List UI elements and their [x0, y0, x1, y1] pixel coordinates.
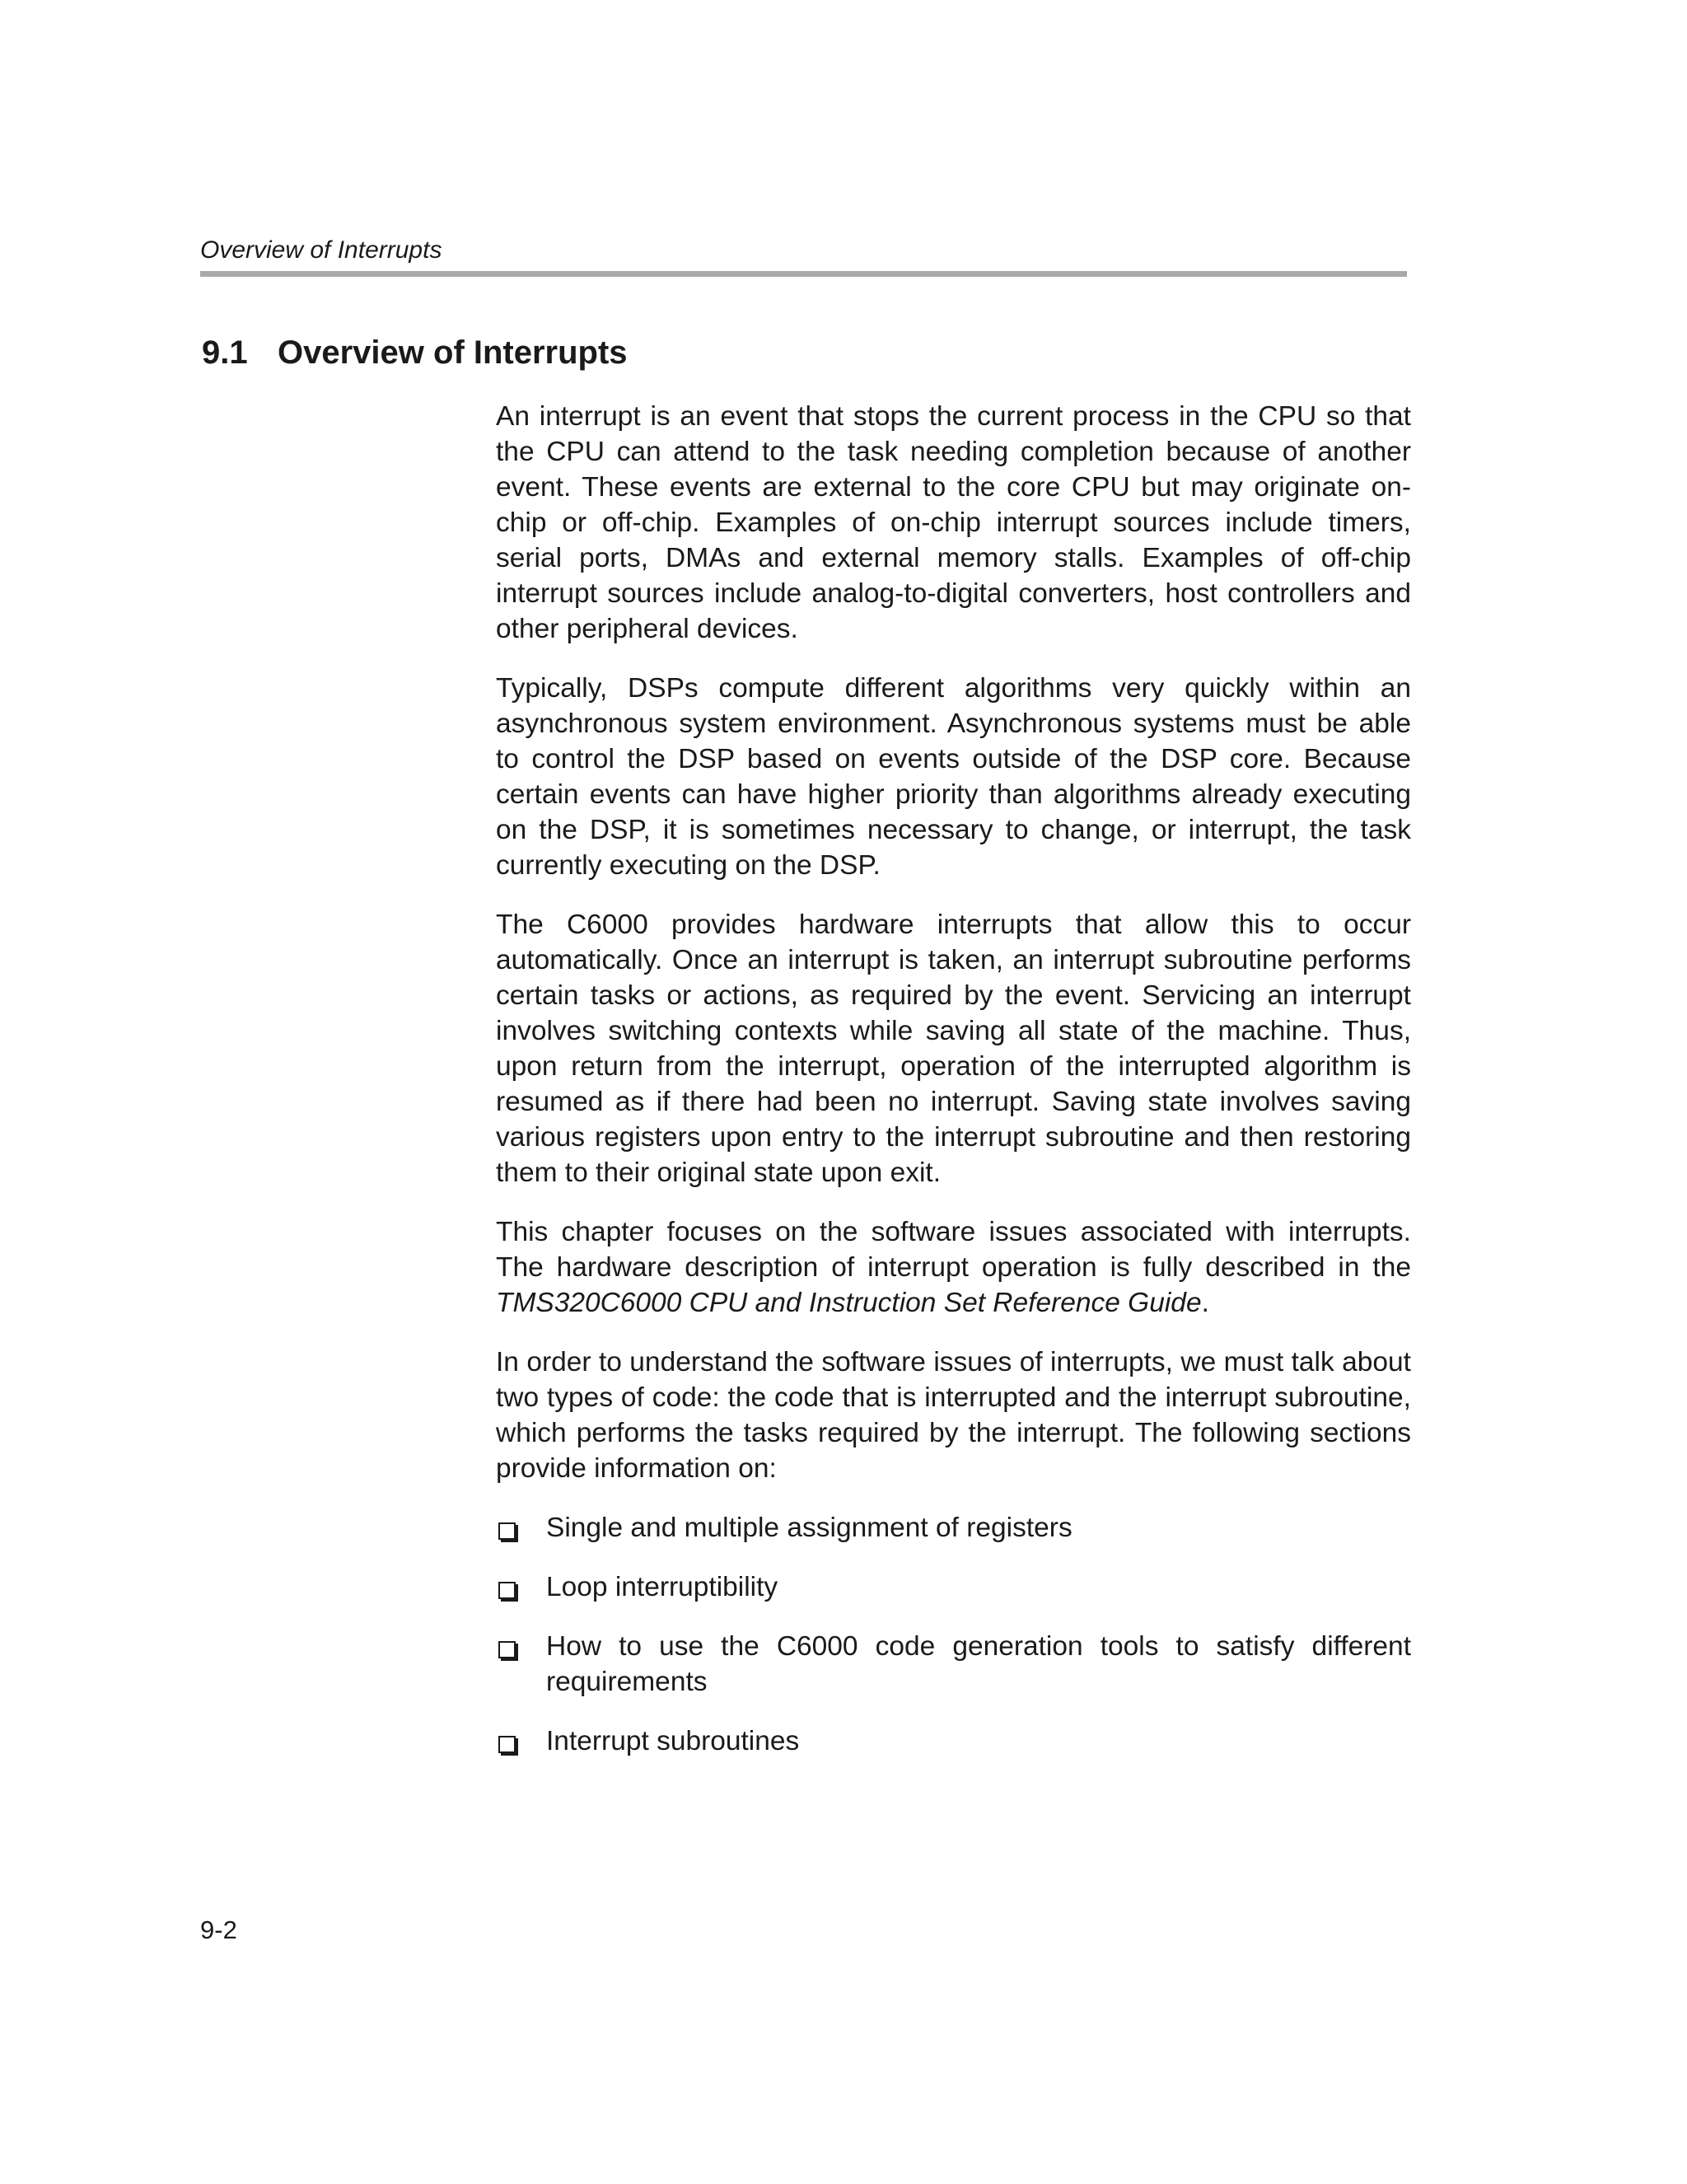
running-header: Overview of Interrupts [200, 236, 442, 264]
paragraph-chapter-focus [496, 1214, 1411, 1321]
checkbox-bullet-icon [498, 1582, 516, 1599]
reference-guide-title: TMS320C6000 CPU and Instruction Set Reference Guide [496, 1288, 1202, 1318]
list-item-text: Single and multiple assignment of registers [546, 1513, 1072, 1543]
section-number: 9.1 [202, 334, 248, 371]
body-text [496, 399, 1411, 1783]
list-item [496, 1629, 1411, 1700]
paragraph-interrupt-definition: An interrupt is an event that stops the current process in the CPU so that the CPU can attend to the task needing completion because of another event. These events are external to the core CPU but may originate on-chip or off-chip. Examples of on-chip interrupt sources include timers, serial ports, DMAs and external memory stalls. Examples of off-chip interrupt sources include analog-to-digital converters, host controllers and other peripheral devices. [496, 401, 1411, 644]
checkbox-bullet-icon [498, 1736, 516, 1753]
section-title: Overview of Interrupts [278, 334, 628, 371]
paragraph-hardware-interrupts: The C6000 provides hardware interrupts that allow this to occur automatically. Once an interrupt is taken, an interrupt subroutine performs certain tasks or actions, as required by the event. Servicing an interrupt involves switching contexts while saving all state of the machine. Thus, upon return from the interrupt, operation of the interrupted algorithm is resumed as if there had been no interrupt. Saving state involves saving various registers upon entry to the interrupt subroutine and then restoring them to their original state upon exit. [496, 910, 1411, 1188]
list-item-text: Interrupt subroutines [546, 1726, 800, 1756]
paragraph-code-types: In order to understand the software issues of interrupts, we must talk about two types of code: the code that is interrupted and the interrupt subroutine, which performs the tasks required by the interrupt. The following sections provide information on: [496, 1347, 1411, 1484]
topics-list [496, 1510, 1411, 1759]
list-item-text: Loop interruptibility [546, 1572, 778, 1602]
list-item-text: How to use the C6000 code generation tools to satisfy different requirements [546, 1631, 1411, 1697]
checkbox-bullet-icon [498, 1522, 516, 1540]
list-item [496, 1510, 1411, 1546]
chapter-focus-end: . [1201, 1288, 1209, 1318]
page-number: 9-2 [200, 1915, 237, 1944]
paragraph-dsp-async: Typically, DSPs compute different algorithms very quickly within an asynchronous system environment. Asynchronous systems must be able to control the DSP based on events outside of the DSP core. Because certain events can have higher priority than algorithms already executing on the DSP, it is sometimes necessary to change, or interrupt, the task currently executing on the DSP. [496, 673, 1411, 881]
section-heading [202, 333, 628, 372]
checkbox-bullet-icon [498, 1641, 516, 1658]
list-item [496, 1569, 1411, 1605]
chapter-focus-text: This chapter focuses on the software issues associated with interrupts. The hardware description of interrupt operation is fully described in the [496, 1217, 1411, 1283]
list-item [496, 1723, 1411, 1759]
header-rule [200, 271, 1407, 277]
